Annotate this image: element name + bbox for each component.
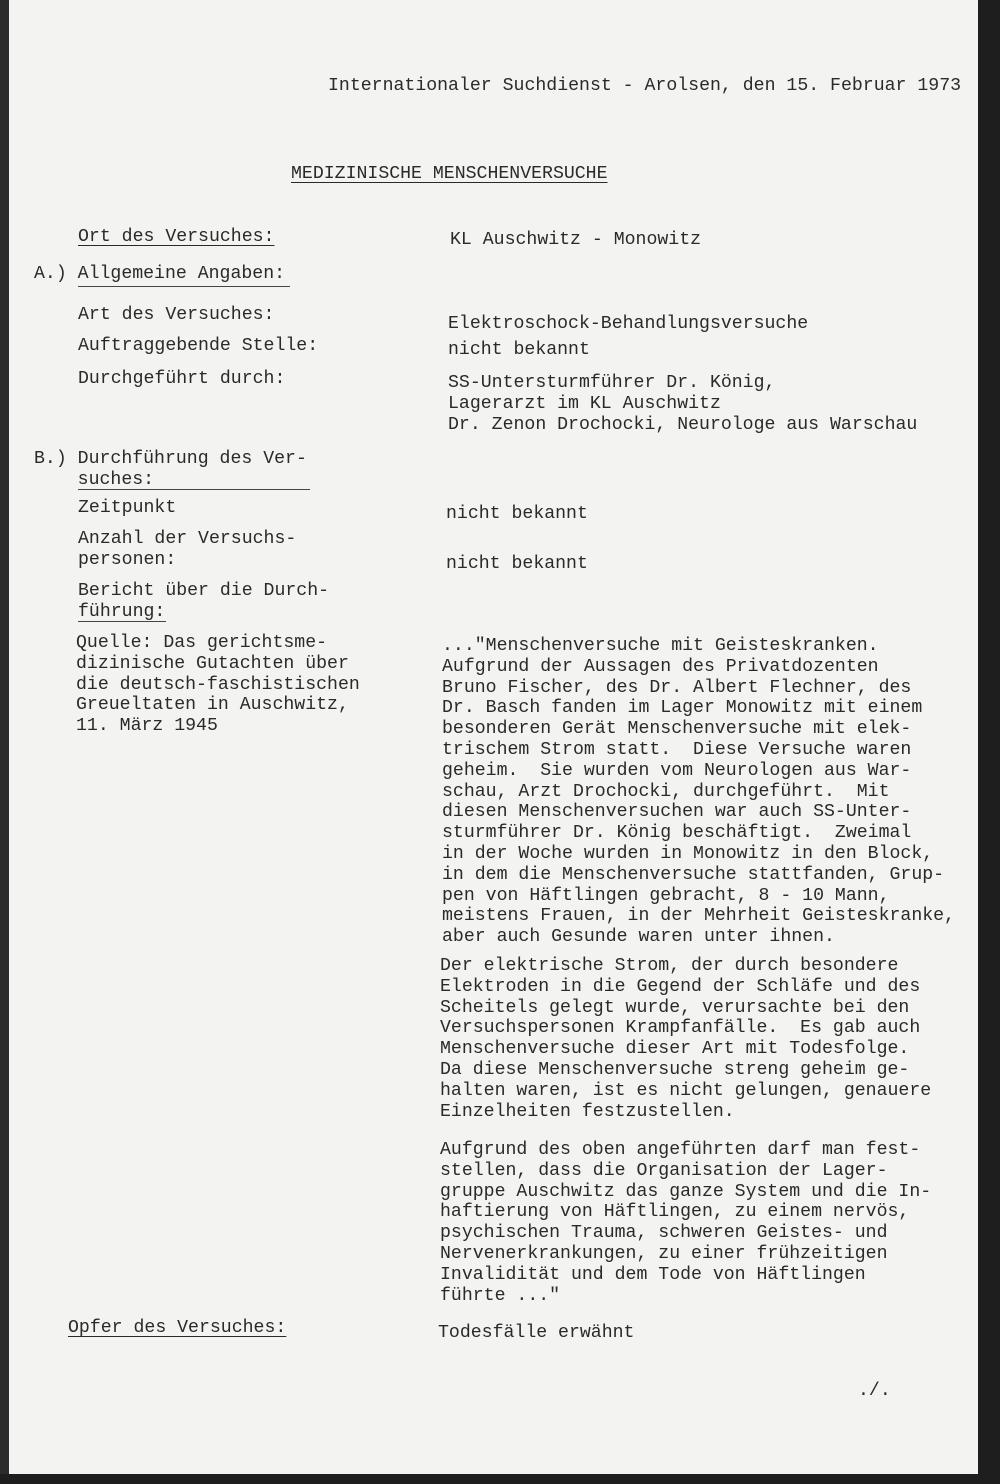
- stelle-label: Auftraggebende Stelle:: [78, 336, 319, 356]
- bericht-label: Bericht über die Durch- führung:: [78, 581, 330, 622]
- anzahl-label: Anzahl der Versuchs- personen:: [78, 529, 297, 570]
- opfer-label: Opfer des Versuches:: [68, 1318, 287, 1338]
- anzahl-value: nicht bekannt: [446, 554, 588, 574]
- section-b-underline: [78, 489, 310, 490]
- section-b-label: B.) Durchführung des Ver- suches:: [34, 449, 307, 490]
- bericht-underline: [78, 621, 166, 622]
- scan-edge-left: [0, 0, 9, 1484]
- document-title: MEDIZINISCHE MENSCHENVERSUCHE: [291, 164, 608, 184]
- scan-edge-right: [978, 0, 1000, 1484]
- art-label: Art des Versuches:: [78, 305, 275, 325]
- durch-label: Durchgeführt durch:: [78, 369, 286, 389]
- stelle-value: nicht bekannt: [448, 340, 590, 360]
- durch-value: SS-Untersturmführer Dr. König, Lagerarzt im KL Auschwitz Dr. Zenon Drochocki, Neurologe aus Warschau: [448, 373, 918, 435]
- zeit-value: nicht bekannt: [446, 504, 588, 524]
- section-a-underline: [78, 268, 290, 287]
- art-value: Elektroschock-Behandlungsversuche: [448, 314, 809, 334]
- report-paragraph-1: ..."Menschenversuche mit Geisteskranken. Aufgrund der Aussagen des Privatdozenten Bruno Fischer, des Dr. Albert Flechner, des Dr. Basch fanden im Lager Monowitz mit einem besonderen Gerät Menschenversuche mit elek- trischem Strom statt. Diese Versuche waren geheim. Sie wurden vom Neurologen aus War- schau, Arzt Drochocki, durchgeführt. Mit diesen Menschenversuchen war auch SS-Unter- sturmführer Dr. König beschäftigt. Zweimal in der Woche wurden in Monowitz in den Block, in dem die Menschenversuche stattfanden, Grup- pen von Häftlingen gebracht, 8 - 10 Mann, meistens Frauen, in der Mehrheit Geisteskranke, aber auch Gesunde waren unter ihnen.: [442, 636, 955, 948]
- source-citation: Quelle: Das gerichtsme- dizinische Gutachten über die deutsch-faschistischen Greueltaten in Auschwitz, 11. März 1945: [76, 633, 360, 737]
- ort-label: Ort des Versuches:: [78, 227, 275, 247]
- opfer-value: Todesfälle erwähnt: [438, 1323, 635, 1343]
- section-a-label: A.) Allgemeine Angaben:: [34, 264, 286, 284]
- zeit-label: Zeitpunkt: [78, 498, 177, 518]
- letterhead: Internationaler Suchdienst - Arolsen, den 15. Februar 1973: [328, 76, 962, 96]
- scan-edge-bottom: [0, 1474, 1000, 1484]
- report-paragraph-2: Der elektrische Strom, der durch besondere Elektroden in die Gegend der Schläfe und des Scheitels gelegt wurde, verursachte bei den Versuchspersonen Krampfanfälle. Es gab auch Menschenversuche dieser Art mit Todesfolge. Da diese Menschenversuche streng geheim ge- halten waren, ist es nicht gelungen, genauere Einzelheiten festzustellen.: [440, 956, 932, 1122]
- report-paragraph-3: Aufgrund des oben angeführten darf man fest- stellen, dass die Organisation der Lager- gruppe Auschwitz das ganze System und die In- haftierung von Häftlingen, zu einem nervös, psychischen Trauma, schweren Geistes- und Nervenerkrankungen, zu einer frühzeitigen Invalidität und dem Tode von Häftlingen führte ...": [440, 1140, 932, 1306]
- continued-mark: ./.: [858, 1381, 891, 1401]
- ort-value: KL Auschwitz - Monowitz: [450, 230, 702, 250]
